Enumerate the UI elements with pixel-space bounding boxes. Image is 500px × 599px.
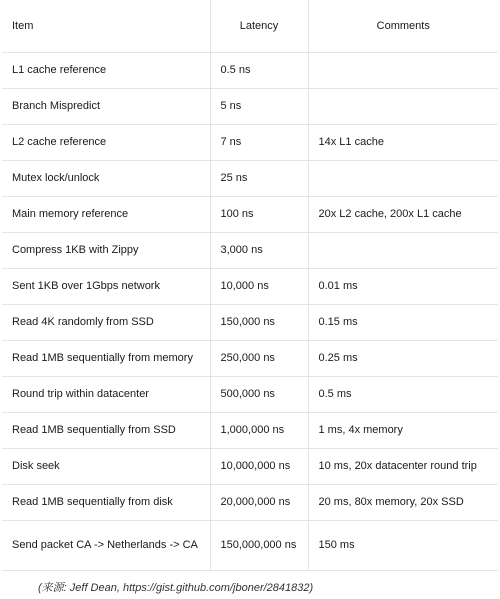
- latency-table: [2, 0, 498, 571]
- cell-latency: 100 ns: [210, 197, 308, 233]
- cell-item: Round trip within datacenter: [2, 377, 210, 413]
- cell-item: Main memory reference: [2, 197, 210, 233]
- table-row: [2, 269, 498, 305]
- source-caption: (来源: Jeff Dean, https://gist.github.com/jboner/2841832): [38, 582, 314, 594]
- cell-comment: 20 ms, 80x memory, 20x SSD: [308, 485, 498, 521]
- table-row: [2, 449, 498, 485]
- cell-comment: 0.25 ms: [308, 341, 498, 377]
- cell-item: L2 cache reference: [2, 125, 210, 161]
- table-row: [2, 305, 498, 341]
- cell-item: Branch Mispredict: [2, 89, 210, 125]
- cell-item: L1 cache reference: [2, 53, 210, 89]
- table-row: [2, 341, 498, 377]
- cell-latency: 1,000,000 ns: [210, 413, 308, 449]
- cell-comment: 0.5 ms: [308, 377, 498, 413]
- cell-latency: 20,000,000 ns: [210, 485, 308, 521]
- header-comments: Comments: [308, 0, 498, 53]
- cell-latency: 150,000,000 ns: [210, 521, 308, 571]
- cell-comment: 150 ms: [308, 521, 498, 571]
- cell-item: Read 1MB sequentially from memory: [2, 341, 210, 377]
- table-row: [2, 197, 498, 233]
- table-row: [2, 125, 498, 161]
- table-row: [2, 521, 498, 571]
- cell-latency: 25 ns: [210, 161, 308, 197]
- cell-comment: 1 ms, 4x memory: [308, 413, 498, 449]
- header-latency: Latency: [210, 0, 308, 53]
- cell-item: Mutex lock/unlock: [2, 161, 210, 197]
- cell-item: Send packet CA -> Netherlands -> CA: [2, 521, 210, 571]
- table-row: [2, 485, 498, 521]
- cell-comment: [308, 89, 498, 125]
- cell-item: Compress 1KB with Zippy: [2, 233, 210, 269]
- cell-comment: 10 ms, 20x datacenter round trip: [308, 449, 498, 485]
- table-row: [2, 53, 498, 89]
- cell-latency: 10,000,000 ns: [210, 449, 308, 485]
- cell-latency: 0.5 ns: [210, 53, 308, 89]
- cell-comment: 0.15 ms: [308, 305, 498, 341]
- cell-item: Disk seek: [2, 449, 210, 485]
- table-row: [2, 377, 498, 413]
- cell-comment: 14x L1 cache: [308, 125, 498, 161]
- header-item: Item: [2, 0, 210, 53]
- cell-latency: 10,000 ns: [210, 269, 308, 305]
- cell-latency: 250,000 ns: [210, 341, 308, 377]
- table-row: [2, 89, 498, 125]
- table-row: [2, 413, 498, 449]
- cell-item: Read 1MB sequentially from SSD: [2, 413, 210, 449]
- cell-latency: 150,000 ns: [210, 305, 308, 341]
- cell-item: Read 4K randomly from SSD: [2, 305, 210, 341]
- cell-comment: [308, 233, 498, 269]
- cell-comment: 20x L2 cache, 200x L1 cache: [308, 197, 498, 233]
- cell-latency: 3,000 ns: [210, 233, 308, 269]
- cell-comment: [308, 161, 498, 197]
- cell-comment: [308, 53, 498, 89]
- table-header-row: [2, 0, 498, 53]
- cell-item: Sent 1KB over 1Gbps network: [2, 269, 210, 305]
- cell-latency: 5 ns: [210, 89, 308, 125]
- cell-latency: 500,000 ns: [210, 377, 308, 413]
- table-row: [2, 233, 498, 269]
- table-body: [2, 53, 498, 571]
- cell-item: Read 1MB sequentially from disk: [2, 485, 210, 521]
- cell-comment: 0.01 ms: [308, 269, 498, 305]
- table-row: [2, 161, 498, 197]
- cell-latency: 7 ns: [210, 125, 308, 161]
